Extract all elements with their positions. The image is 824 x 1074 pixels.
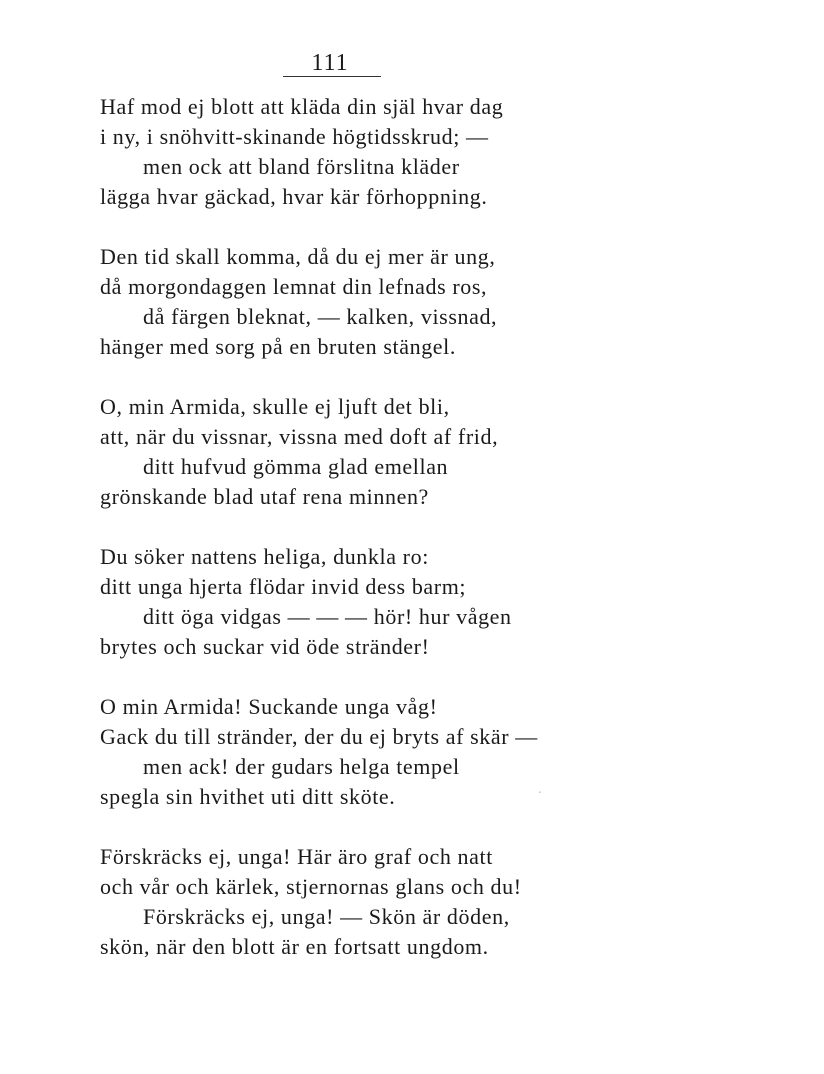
poem: [100, 92, 660, 992]
poem-line: lägga hvar gäckad, hvar kär förhoppning.: [100, 184, 488, 209]
poem-line: Gack du till stränder, der du ej bryts af skär —: [100, 724, 538, 749]
stanza-4: [100, 542, 660, 662]
poem-line: O, min Armida, skulle ej ljuft det bli,: [100, 394, 450, 419]
stanza-1: [100, 92, 660, 212]
poem-line: Förskräcks ej, unga! Här äro graf och natt: [100, 844, 493, 869]
stanza-2: [100, 242, 660, 362]
poem-line: Den tid skall komma, då du ej mer är ung,: [100, 244, 496, 269]
poem-line: i ny, i snöhvitt-skinande högtidsskrud; —: [100, 124, 489, 149]
poem-line: och vår och kärlek, stjernornas glans och du!: [100, 874, 522, 899]
poem-line: att, när du vissnar, vissna med doft af frid,: [100, 424, 499, 449]
poem-line: brytes och suckar vid öde stränder!: [100, 634, 430, 659]
poem-line: Haf mod ej blott att kläda din själ hvar dag: [100, 94, 504, 119]
poem-line: grönskande blad utaf rena minnen?: [100, 484, 429, 509]
poem-line: ditt öga vidgas — — — hör! hur vågen: [143, 604, 512, 629]
poem-line: men ock att bland förslitna kläder: [143, 154, 460, 179]
stanza-6: [100, 842, 660, 962]
poem-line: spegla sin hvithet uti ditt sköte.: [100, 784, 396, 809]
page-number-rule: [283, 76, 381, 77]
poem-line: då morgondaggen lemnat din lefnads ros,: [100, 274, 488, 299]
page-number: 111: [311, 50, 349, 76]
stanza-3: [100, 392, 660, 512]
poem-line: men ack! der gudars helga tempel: [143, 754, 460, 779]
poem-line: då färgen bleknat, — kalken, vissnad,: [143, 304, 498, 329]
poem-line: Förskräcks ej, unga! — Skön är döden,: [143, 904, 510, 929]
poem-line: ditt unga hjerta flödar invid dess barm;: [100, 574, 467, 599]
poem-line: skön, när den blott är en fortsatt ungdom.: [100, 934, 489, 959]
poem-line: O min Armida! Suckande unga våg!: [100, 694, 438, 719]
poem-line: hänger med sorg på en bruten stängel.: [100, 334, 456, 359]
poem-line: ditt hufvud gömma glad emellan: [143, 454, 449, 479]
poem-line: Du söker nattens heliga, dunkla ro:: [100, 544, 429, 569]
scan-speck: .: [538, 782, 542, 797]
stanza-5: [100, 692, 660, 812]
